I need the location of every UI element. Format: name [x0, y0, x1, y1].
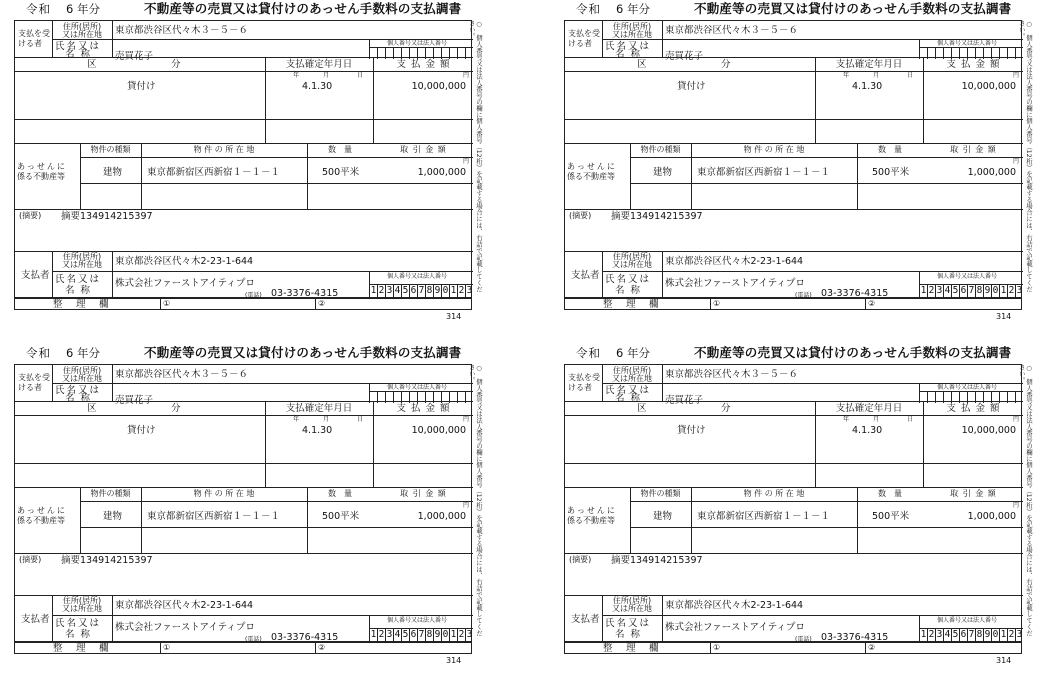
remarks-text: 摘要134914215397	[611, 211, 703, 222]
payer-id-label: 個人番号又は法人番号	[937, 617, 998, 624]
recipient-address: 東京都渋谷区代々木３－５－６	[115, 25, 249, 36]
recipient-address: 東京都渋谷区代々木３－５－６	[665, 25, 799, 36]
slip-header	[14, 1, 484, 20]
payer-id-digit: 6	[410, 629, 417, 640]
payer-id-digit: 0	[442, 285, 449, 296]
payer-name: 株式会社ファーストアイティプロ	[665, 622, 805, 633]
reference-mark-1: ①	[713, 299, 721, 308]
unit-yen: 円	[1013, 416, 1020, 423]
payer-id-digit: 5	[402, 629, 409, 640]
payer-id-digit: 6	[960, 285, 967, 296]
unit-year: 年	[293, 72, 300, 79]
payer-name: 株式会社ファーストアイティプロ	[665, 278, 805, 289]
payer-phone: 03-3376-4315	[271, 288, 339, 299]
slip-frame	[564, 364, 1022, 642]
payment-date: 4.1.30	[302, 425, 333, 436]
unit-day: 日	[907, 72, 914, 79]
col-quantity-header: 数 量	[328, 489, 352, 498]
payer-address: 東京都渋谷区代々木2-23-1-644	[115, 600, 254, 611]
remarks-label: (摘要)	[569, 211, 592, 220]
slip-title: 不動産等の売買又は貸付けのあっせん手数料の支払調書	[144, 1, 462, 16]
property-location: 東京都新宿区西新宿１－１－１	[697, 511, 831, 522]
payer-id-digits	[369, 629, 473, 641]
payer-phone: 03-3376-4315	[821, 632, 889, 643]
recipient-section-label: 支払を受ける者	[18, 373, 50, 392]
unit-month: 月	[323, 416, 330, 423]
payer-name-label-1: 氏名又は	[605, 618, 652, 629]
recipient-address-label-1: 住所(居所)	[62, 22, 102, 31]
unit-month: 月	[873, 72, 880, 79]
col-type-header: 物件の種類	[90, 489, 131, 498]
payer-id-digit: 9	[984, 285, 991, 296]
reference-mark-1: ①	[713, 643, 721, 652]
unit-day: 日	[907, 416, 914, 423]
payer-id-digit: 9	[984, 629, 991, 640]
remarks-label: (摘要)	[19, 211, 42, 220]
form-number: 314	[446, 656, 462, 665]
recipient-address-label-2: 又は所在地	[62, 30, 102, 39]
payer-name: 株式会社ファーストアイティプロ	[115, 278, 255, 289]
payer-id-digit: 0	[442, 629, 449, 640]
payment-kubun: 貸付け	[127, 81, 156, 92]
col-location-header: 物 件 の 所 在 地	[743, 145, 805, 154]
payer-id-digit: 2	[1008, 285, 1015, 296]
recipient-id-label: 個人番号又は法人番号	[387, 384, 448, 391]
payment-slip-2	[564, 1, 1034, 322]
col-date-header: 支払確定年月日	[835, 59, 903, 70]
reference-row	[14, 298, 472, 310]
payer-id-digit: 9	[434, 629, 441, 640]
col-location-header: 物 件 の 所 在 地	[193, 489, 255, 498]
form-number: 314	[446, 312, 462, 321]
payer-name: 株式会社ファーストアイティプロ	[115, 622, 255, 633]
recipient-section-label: 支払を受ける者	[568, 29, 600, 48]
payer-id-digit: 3	[1016, 629, 1023, 640]
col-type-header: 物件の種類	[640, 489, 681, 498]
reference-row	[14, 642, 472, 654]
payer-id-digit: 0	[992, 629, 999, 640]
reference-mark-2: ②	[868, 299, 876, 308]
col-type-header: 物件の種類	[640, 145, 681, 154]
payer-id-digit: 8	[426, 629, 433, 640]
trade-unit-yen: 円	[463, 158, 470, 165]
era-label: 令和	[576, 346, 601, 360]
side-note: ○ 個人番号又は法人番号の欄に個人番号（12桁）を記載する場合には、右詰で記載してください。	[467, 20, 483, 293]
col-amount-header: 支 払 金 額	[396, 59, 451, 70]
trade-amount: 1,000,000	[967, 167, 1016, 178]
recipient-name-label-1: 氏名又は	[55, 41, 102, 52]
property-quantity: 500平米	[872, 511, 910, 522]
payer-address: 東京都渋谷区代々木2-23-1-644	[115, 256, 254, 267]
payment-kubun: 貸付け	[127, 425, 156, 436]
property-location: 東京都新宿区西新宿１－１－１	[697, 167, 831, 178]
property-type: 建物	[653, 167, 673, 178]
payment-amount: 10,000,000	[411, 425, 466, 436]
col-trade-header: 取 引 金 額	[400, 145, 447, 154]
slip-header	[14, 345, 484, 364]
slip-title: 不動産等の売買又は貸付けのあっせん手数料の支払調書	[694, 345, 1012, 360]
payer-id-digit: 6	[410, 285, 417, 296]
col-quantity-header: 数 量	[878, 489, 902, 498]
property-quantity: 500平米	[322, 167, 360, 178]
payer-id-digit: 2	[928, 285, 935, 296]
payer-phone: 03-3376-4315	[271, 632, 339, 643]
payer-address-label-1: 住所(居所)	[612, 252, 652, 261]
reference-label: 整 理 欄	[53, 643, 111, 654]
col-amount-header: 支 払 金 額	[946, 403, 1001, 414]
recipient-name: 売買花子	[665, 51, 704, 62]
remarks-text: 摘要134914215397	[611, 555, 703, 566]
payer-id-digit: 6	[960, 629, 967, 640]
payer-phone-label: (電話)	[795, 636, 812, 643]
recipient-section-label: 支払を受ける者	[568, 373, 600, 392]
payment-date: 4.1.30	[852, 425, 883, 436]
reference-mark-1: ①	[163, 299, 171, 308]
unit-year: 年	[843, 72, 850, 79]
payer-id-digit: 2	[1008, 629, 1015, 640]
payer-id-digit: 2	[378, 285, 385, 296]
side-note: ○ 個人番号又は法人番号の欄に個人番号（12桁）を記載する場合には、右詰で記載してください。	[467, 364, 483, 637]
brokerage-label-2: 係る不動産等	[17, 516, 65, 525]
unit-year: 年	[293, 416, 300, 423]
payer-id-label: 個人番号又は法人番号	[387, 617, 448, 624]
payer-phone-label: (電話)	[795, 292, 812, 299]
recipient-address: 東京都渋谷区代々木３－５－６	[115, 369, 249, 380]
property-location: 東京都新宿区西新宿１－１－１	[147, 167, 281, 178]
payment-amount: 10,000,000	[961, 425, 1016, 436]
payer-id-digit: 7	[968, 285, 975, 296]
recipient-address-label-2: 又は所在地	[612, 374, 652, 383]
payer-id-digit: 5	[952, 285, 959, 296]
recipient-id-label: 個人番号又は法人番号	[937, 40, 998, 47]
brokerage-label-1: あっせんに	[567, 162, 617, 171]
trade-unit-yen: 円	[1013, 158, 1020, 165]
remarks-text: 摘要134914215397	[61, 555, 153, 566]
recipient-name-label-1: 氏名又は	[605, 385, 652, 396]
slip-header	[564, 1, 1034, 20]
side-note: ○ 個人番号又は法人番号の欄に個人番号（12桁）を記載する場合には、右詰で記載してください。	[1017, 20, 1033, 293]
payment-slip-3	[14, 345, 484, 666]
reference-row	[564, 642, 1022, 654]
payer-address-label-1: 住所(居所)	[612, 596, 652, 605]
brokerage-label-1: あっせんに	[567, 506, 617, 515]
recipient-address: 東京都渋谷区代々木３－５－６	[665, 369, 799, 380]
payer-id-label: 個人番号又は法人番号	[937, 273, 998, 280]
payer-id-digit: 4	[944, 285, 951, 296]
recipient-name-label-2: 名称	[65, 49, 97, 60]
payer-address-label-2: 又は所在地	[612, 260, 652, 269]
payer-id-digit: 4	[394, 285, 401, 296]
unit-yen: 円	[463, 72, 470, 79]
payer-section-label: 支払者	[21, 270, 50, 281]
col-quantity-header: 数 量	[328, 145, 352, 154]
year-label: 6 年分	[66, 2, 100, 16]
payer-phone-label: (電話)	[245, 636, 262, 643]
payer-address: 東京都渋谷区代々木2-23-1-644	[665, 256, 804, 267]
unit-yen: 円	[463, 416, 470, 423]
payer-name-label-1: 氏名又は	[55, 274, 102, 285]
col-kubun-header: 区 分	[637, 59, 732, 70]
payer-id-digit: 3	[1016, 285, 1023, 296]
payer-id-digit: 7	[968, 629, 975, 640]
recipient-name-label-2: 名称	[65, 393, 97, 404]
brokerage-label-2: 係る不動産等	[17, 172, 65, 181]
era-label: 令和	[26, 2, 51, 16]
payer-id-digit: 1	[920, 285, 927, 296]
col-quantity-header: 数 量	[878, 145, 902, 154]
recipient-name-label-1: 氏名又は	[605, 41, 652, 52]
payer-address-label-1: 住所(居所)	[62, 252, 102, 261]
payer-id-digit: 1	[370, 629, 377, 640]
reference-mark-1: ①	[163, 643, 171, 652]
payer-id-digit: 8	[976, 629, 983, 640]
payer-id-digit: 3	[386, 285, 393, 296]
payer-id-digit: 1	[1000, 285, 1007, 296]
payer-id-digit: 8	[426, 285, 433, 296]
payer-id-digit: 1	[920, 629, 927, 640]
property-quantity: 500平米	[872, 167, 910, 178]
payer-name-label-2: 名称	[65, 285, 97, 296]
payer-section-label: 支払者	[571, 270, 600, 281]
year-label: 6 年分	[616, 346, 650, 360]
payer-id-digit: 7	[418, 285, 425, 296]
property-type: 建物	[653, 511, 673, 522]
payer-id-digit: 2	[458, 629, 465, 640]
recipient-address-label-1: 住所(居所)	[612, 22, 652, 31]
col-type-header: 物件の種類	[90, 145, 131, 154]
payer-id-digit: 1	[1000, 629, 1007, 640]
payer-name-label-1: 氏名又は	[55, 618, 102, 629]
era-label: 令和	[576, 2, 601, 16]
payment-kubun: 貸付け	[677, 81, 706, 92]
payment-date: 4.1.30	[852, 81, 883, 92]
payer-id-digit: 5	[402, 285, 409, 296]
payment-date: 4.1.30	[302, 81, 333, 92]
remarks-label: (摘要)	[19, 555, 42, 564]
payer-id-digit: 1	[450, 285, 457, 296]
col-trade-header: 取 引 金 額	[400, 489, 447, 498]
payer-id-digit: 3	[466, 629, 473, 640]
payer-id-digit: 3	[386, 629, 393, 640]
form-number: 314	[996, 656, 1012, 665]
trade-unit-yen: 円	[1013, 502, 1020, 509]
col-kubun-header: 区 分	[87, 403, 182, 414]
recipient-id-label: 個人番号又は法人番号	[387, 40, 448, 47]
payer-id-digit: 1	[450, 629, 457, 640]
payer-address-label-2: 又は所在地	[612, 604, 652, 613]
property-quantity: 500平米	[322, 511, 360, 522]
payer-phone: 03-3376-4315	[821, 288, 889, 299]
property-type: 建物	[103, 511, 123, 522]
payer-id-digit: 3	[936, 629, 943, 640]
year-label: 6 年分	[66, 346, 100, 360]
form-number: 314	[996, 312, 1012, 321]
recipient-name-label-2: 名称	[615, 49, 647, 60]
col-trade-header: 取 引 金 額	[950, 489, 997, 498]
brokerage-label-2: 係る不動産等	[567, 172, 615, 181]
unit-day: 日	[357, 72, 364, 79]
reference-label: 整 理 欄	[603, 299, 661, 310]
side-note: ○ 個人番号又は法人番号の欄に個人番号（12桁）を記載する場合には、右詰で記載してください。	[1017, 364, 1033, 637]
property-type: 建物	[103, 167, 123, 178]
year-label: 6 年分	[616, 2, 650, 16]
payer-name-label-2: 名称	[615, 629, 647, 640]
reference-row	[564, 298, 1022, 310]
payer-address-label-1: 住所(居所)	[62, 596, 102, 605]
payment-amount: 10,000,000	[411, 81, 466, 92]
unit-month: 月	[323, 72, 330, 79]
payer-id-digit: 4	[394, 629, 401, 640]
payer-id-digit: 2	[378, 629, 385, 640]
payer-id-digit: 2	[928, 629, 935, 640]
brokerage-label-2: 係る不動産等	[567, 516, 615, 525]
col-date-header: 支払確定年月日	[835, 403, 903, 414]
col-amount-header: 支 払 金 額	[396, 403, 451, 414]
payment-slip-1	[14, 1, 484, 322]
payer-id-digit: 0	[992, 285, 999, 296]
slip-frame	[14, 364, 472, 642]
col-kubun-header: 区 分	[637, 403, 732, 414]
reference-label: 整 理 欄	[53, 299, 111, 310]
payer-id-digits	[919, 629, 1023, 641]
recipient-name: 売買花子	[115, 51, 154, 62]
slip-title: 不動産等の売買又は貸付けのあっせん手数料の支払調書	[144, 345, 462, 360]
payer-address-label-2: 又は所在地	[62, 260, 102, 269]
payer-name-label-2: 名称	[65, 629, 97, 640]
col-date-header: 支払確定年月日	[285, 403, 353, 414]
payer-address-label-2: 又は所在地	[62, 604, 102, 613]
brokerage-label-1: あっせんに	[17, 506, 67, 515]
recipient-section-label: 支払を受ける者	[18, 29, 50, 48]
payer-id-digit: 4	[944, 629, 951, 640]
property-location: 東京都新宿区西新宿１－１－１	[147, 511, 281, 522]
slip-title: 不動産等の売買又は貸付けのあっせん手数料の支払調書	[694, 1, 1012, 16]
payer-name-label-1: 氏名又は	[605, 274, 652, 285]
recipient-address-label-2: 又は所在地	[612, 30, 652, 39]
recipient-name-label-1: 氏名又は	[55, 385, 102, 396]
payer-id-digit: 2	[458, 285, 465, 296]
payment-slip-4	[564, 345, 1034, 666]
trade-unit-yen: 円	[463, 502, 470, 509]
recipient-name-label-2: 名称	[615, 393, 647, 404]
unit-year: 年	[843, 416, 850, 423]
payer-id-label: 個人番号又は法人番号	[387, 273, 448, 280]
payer-id-digit: 3	[936, 285, 943, 296]
slip-frame	[564, 20, 1022, 298]
col-trade-header: 取 引 金 額	[950, 145, 997, 154]
trade-amount: 1,000,000	[417, 511, 466, 522]
trade-amount: 1,000,000	[967, 511, 1016, 522]
col-date-header: 支払確定年月日	[285, 59, 353, 70]
unit-day: 日	[357, 416, 364, 423]
trade-amount: 1,000,000	[417, 167, 466, 178]
payer-section-label: 支払者	[571, 614, 600, 625]
payer-id-digit: 3	[466, 285, 473, 296]
payer-id-digits	[919, 285, 1023, 297]
era-label: 令和	[26, 346, 51, 360]
brokerage-label-1: あっせんに	[17, 162, 67, 171]
recipient-address-label-1: 住所(居所)	[612, 366, 652, 375]
reference-mark-2: ②	[318, 643, 326, 652]
reference-label: 整 理 欄	[603, 643, 661, 654]
payer-id-digit: 8	[976, 285, 983, 296]
remarks-label: (摘要)	[569, 555, 592, 564]
payer-name-label-2: 名称	[615, 285, 647, 296]
payment-kubun: 貸付け	[677, 425, 706, 436]
slip-header	[564, 345, 1034, 364]
recipient-address-label-2: 又は所在地	[62, 374, 102, 383]
recipient-address-label-1: 住所(居所)	[62, 366, 102, 375]
payer-address: 東京都渋谷区代々木2-23-1-644	[665, 600, 804, 611]
col-location-header: 物 件 の 所 在 地	[743, 489, 805, 498]
unit-month: 月	[873, 416, 880, 423]
payer-section-label: 支払者	[21, 614, 50, 625]
recipient-id-label: 個人番号又は法人番号	[937, 384, 998, 391]
reference-mark-2: ②	[868, 643, 876, 652]
payer-id-digits	[369, 285, 473, 297]
col-amount-header: 支 払 金 額	[946, 59, 1001, 70]
payer-phone-label: (電話)	[245, 292, 262, 299]
reference-mark-2: ②	[318, 299, 326, 308]
payer-id-digit: 9	[434, 285, 441, 296]
payer-id-digit: 5	[952, 629, 959, 640]
payer-id-digit: 1	[370, 285, 377, 296]
unit-yen: 円	[1013, 72, 1020, 79]
slip-frame	[14, 20, 472, 298]
recipient-name: 売買花子	[665, 395, 704, 406]
payment-amount: 10,000,000	[961, 81, 1016, 92]
recipient-name: 売買花子	[115, 395, 154, 406]
col-location-header: 物 件 の 所 在 地	[193, 145, 255, 154]
payer-id-digit: 7	[418, 629, 425, 640]
col-kubun-header: 区 分	[87, 59, 182, 70]
remarks-text: 摘要134914215397	[61, 211, 153, 222]
